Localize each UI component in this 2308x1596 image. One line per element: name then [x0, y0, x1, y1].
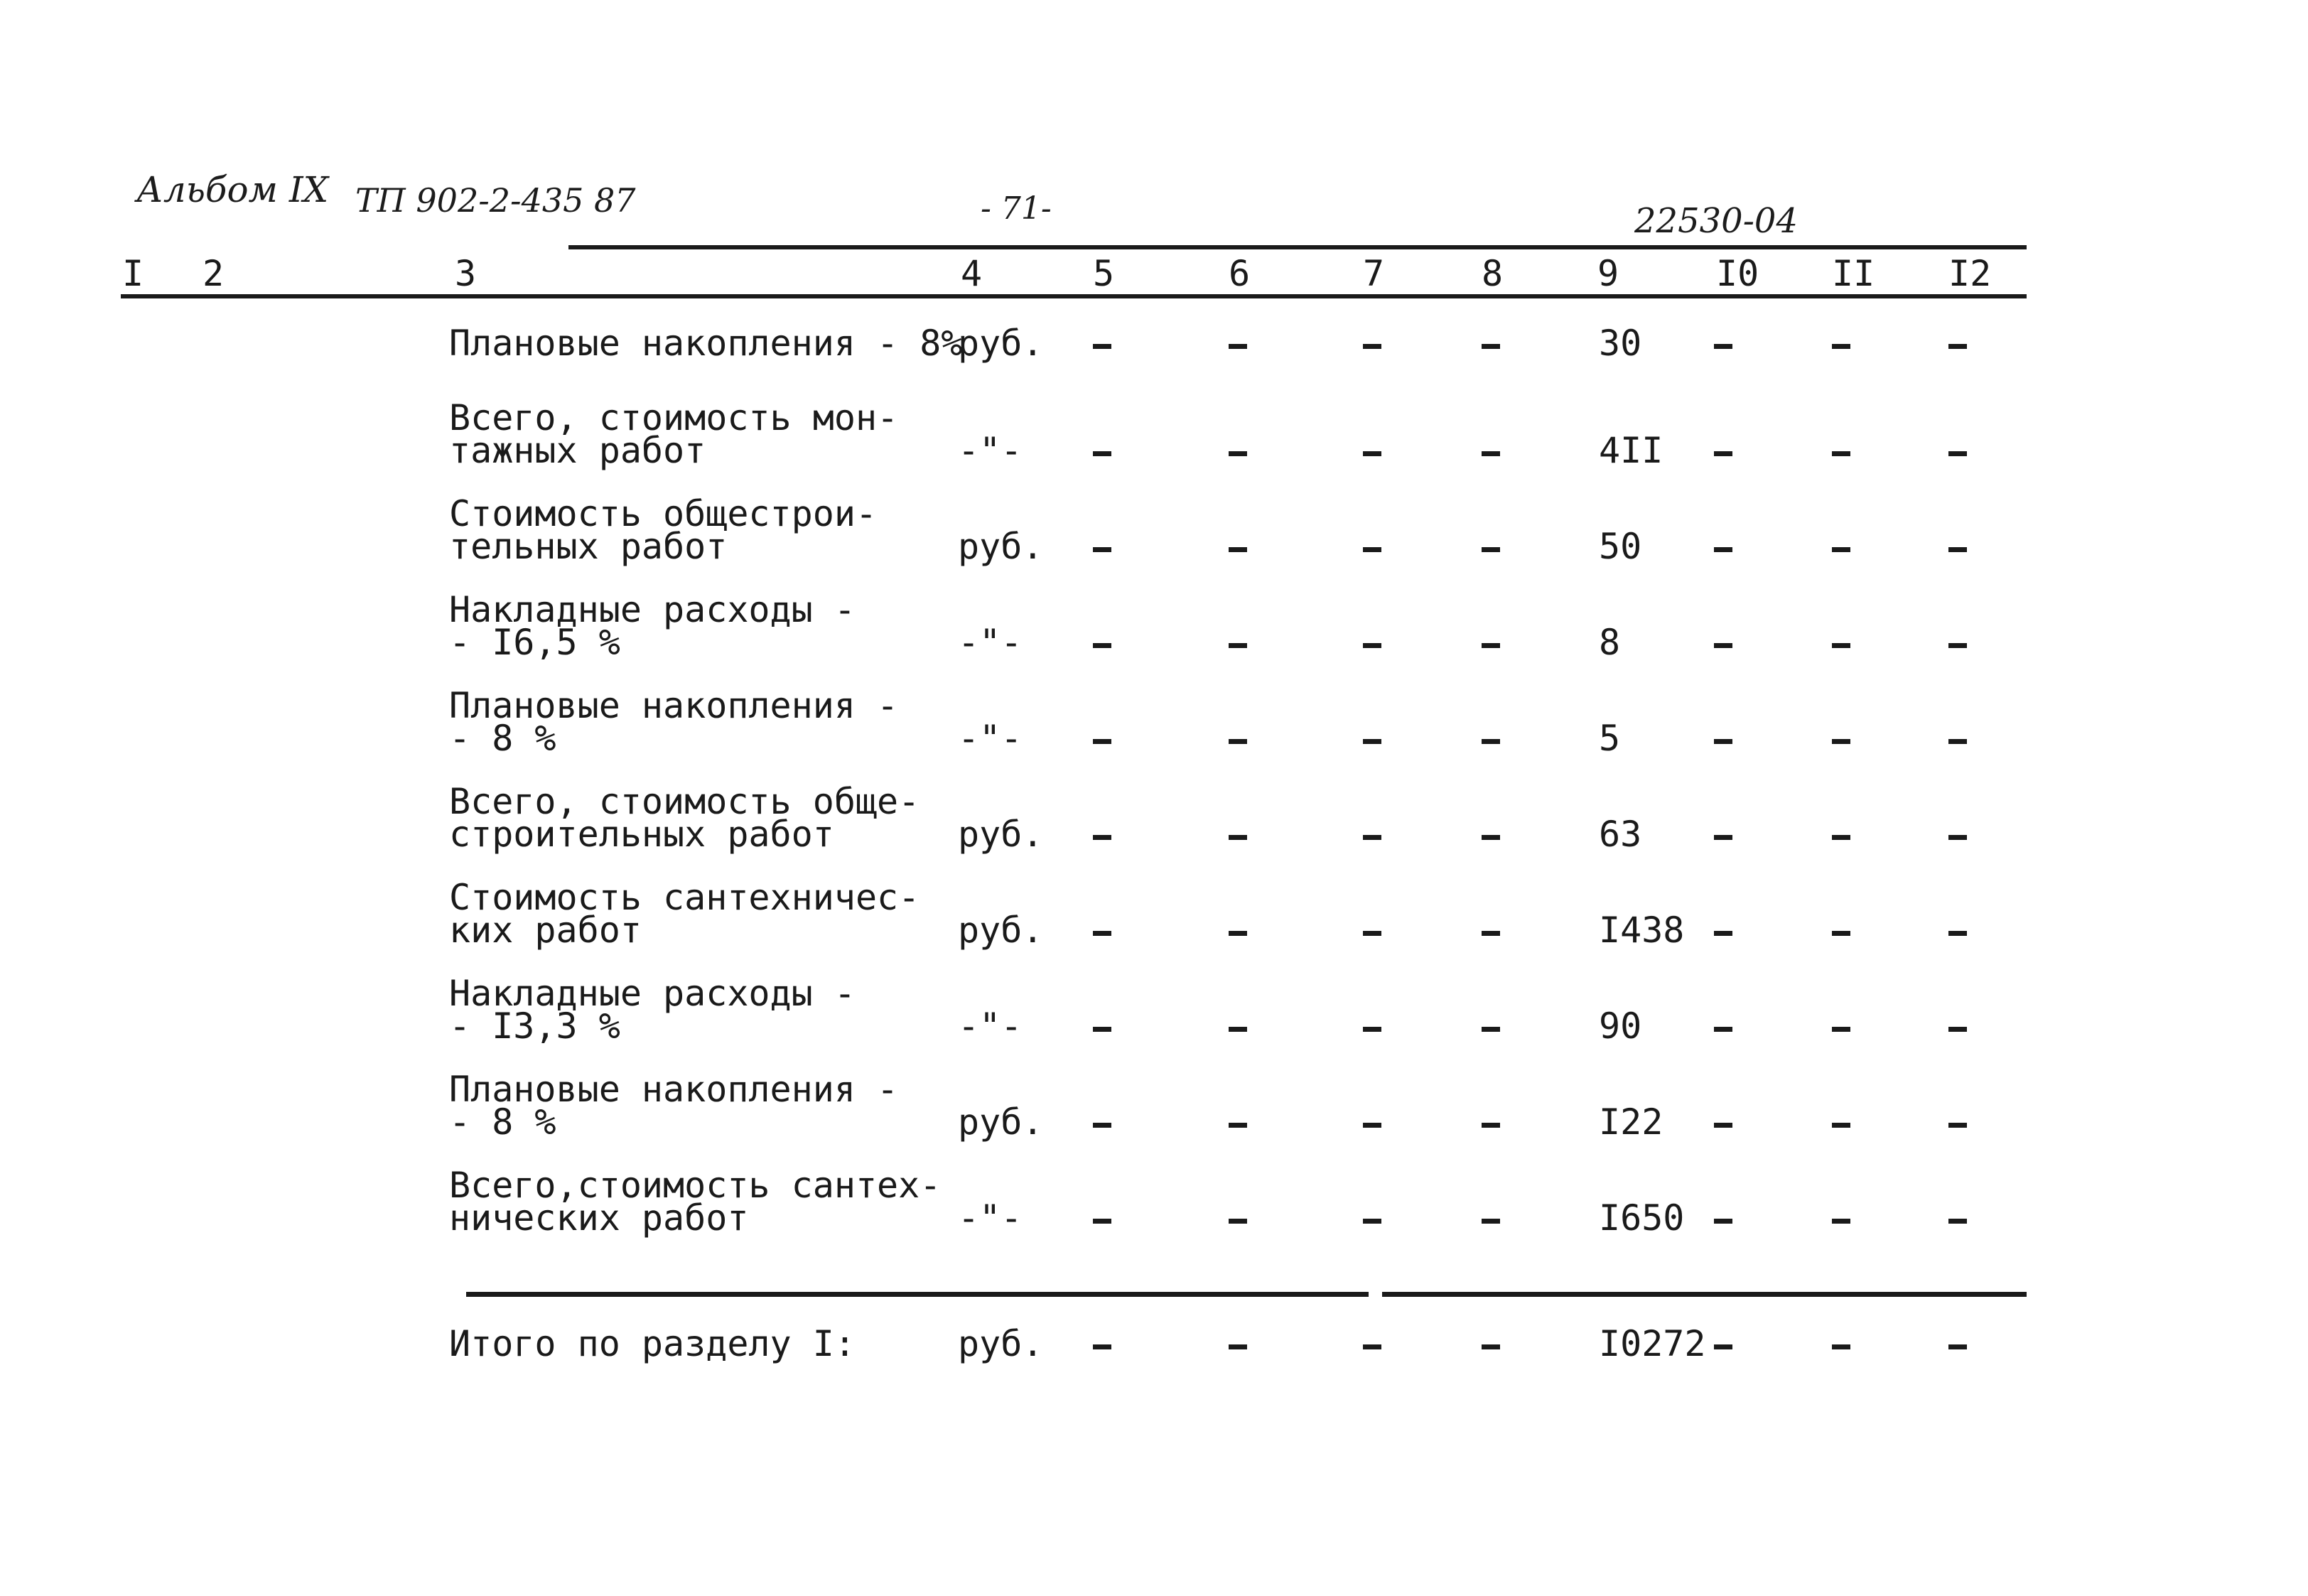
dash-mark — [1948, 739, 1967, 744]
dash-mark — [1948, 643, 1967, 648]
dash-mark — [1093, 643, 1111, 648]
dash-mark — [1832, 547, 1850, 552]
row-value-col9: 50 — [1599, 526, 1642, 567]
row-unit: руб. — [958, 526, 1044, 567]
row-unit: руб. — [958, 814, 1044, 855]
dash-mark — [1093, 1027, 1111, 1032]
dash-mark — [1832, 1219, 1850, 1224]
dash-mark — [1714, 1344, 1732, 1349]
dash-mark — [1482, 739, 1500, 744]
dash-mark — [1229, 344, 1247, 349]
dash-mark — [1714, 451, 1732, 456]
project-number: ТП 902-2-435 87 — [355, 181, 636, 220]
dash-mark — [1948, 1219, 1967, 1224]
dash-mark — [1948, 451, 1967, 456]
total-separator-right — [1382, 1292, 2027, 1297]
dash-mark — [1832, 1344, 1850, 1349]
dash-mark — [1363, 547, 1381, 552]
row-unit: руб. — [958, 910, 1044, 951]
dash-mark — [1093, 1344, 1111, 1349]
row-description: Стоимость сантехничес- ких работ — [449, 877, 920, 951]
column-number: I0 — [1716, 253, 1759, 294]
dash-mark — [1229, 1344, 1247, 1349]
dash-mark — [1229, 1219, 1247, 1224]
dash-mark — [1714, 547, 1732, 552]
dash-mark — [1363, 344, 1381, 349]
row-description: Накладные расходы - - I3,3 % — [449, 973, 856, 1047]
dash-mark — [1363, 1219, 1381, 1224]
row-description: Всего, стоимость обще- строительных работ — [449, 781, 920, 855]
column-number: 4 — [961, 253, 983, 294]
dash-mark — [1832, 1123, 1850, 1128]
row-description: Накладные расходы - - I6,5 % — [449, 589, 856, 663]
dash-mark — [1948, 344, 1967, 349]
dash-mark — [1948, 835, 1967, 840]
dash-mark — [1093, 344, 1111, 349]
row-description: Итого по разделу I: — [449, 1323, 856, 1364]
row-unit: руб. — [958, 323, 1044, 364]
dash-mark — [1229, 451, 1247, 456]
dash-mark — [1482, 547, 1500, 552]
dash-mark — [1482, 931, 1500, 936]
dash-mark — [1363, 835, 1381, 840]
row-unit: -"- — [958, 1197, 1023, 1239]
dash-mark — [1363, 1027, 1381, 1032]
row-value-col9: 8 — [1599, 622, 1621, 663]
column-number: 3 — [455, 253, 477, 294]
dash-mark — [1948, 1344, 1967, 1349]
row-description: Стоимость общестрои- тельных работ — [449, 493, 878, 567]
page-number: - 71- — [981, 190, 1052, 227]
dash-mark — [1714, 643, 1732, 648]
dash-mark — [1093, 931, 1111, 936]
dash-mark — [1482, 344, 1500, 349]
dash-mark — [1229, 643, 1247, 648]
dash-mark — [1714, 739, 1732, 744]
dash-mark — [1832, 931, 1850, 936]
dash-mark — [1229, 1123, 1247, 1128]
dash-mark — [1229, 931, 1247, 936]
dash-mark — [1948, 547, 1967, 552]
dash-mark — [1482, 1344, 1500, 1349]
row-value-col9: I438 — [1599, 910, 1685, 951]
dash-mark — [1714, 344, 1732, 349]
column-number: II — [1832, 253, 1875, 294]
column-number: 8 — [1482, 253, 1504, 294]
dash-mark — [1714, 1219, 1732, 1224]
dash-mark — [1363, 1123, 1381, 1128]
dash-mark — [1093, 1219, 1111, 1224]
column-number: I2 — [1948, 253, 1992, 294]
row-unit: руб. — [958, 1101, 1044, 1143]
dash-mark — [1229, 739, 1247, 744]
document-code: 22530-04 — [1634, 201, 1798, 241]
row-description: Всего, стоимость мон- тажных работ — [449, 397, 899, 471]
album-label: Альбом IX — [136, 169, 329, 210]
column-number: 5 — [1093, 253, 1115, 294]
row-value-col9: 30 — [1599, 323, 1642, 364]
dash-mark — [1832, 344, 1850, 349]
dash-mark — [1832, 1027, 1850, 1032]
dash-mark — [1482, 643, 1500, 648]
dash-mark — [1229, 835, 1247, 840]
dash-mark — [1482, 1027, 1500, 1032]
row-unit: -"- — [958, 430, 1023, 471]
dash-mark — [1229, 547, 1247, 552]
dash-mark — [1093, 739, 1111, 744]
dash-mark — [1714, 835, 1732, 840]
row-unit: -"- — [958, 718, 1023, 759]
row-value-col9: 90 — [1599, 1005, 1642, 1047]
dash-mark — [1093, 835, 1111, 840]
column-number: 7 — [1363, 253, 1385, 294]
row-value-col9: 63 — [1599, 814, 1642, 855]
dash-mark — [1832, 835, 1850, 840]
row-unit: -"- — [958, 1005, 1023, 1047]
row-description: Всего,стоимость сантех- нических работ — [449, 1165, 942, 1239]
row-value-col9: 5 — [1599, 718, 1621, 759]
dash-mark — [1482, 835, 1500, 840]
column-number: 2 — [203, 253, 225, 294]
dash-mark — [1832, 643, 1850, 648]
dash-mark — [1482, 1219, 1500, 1224]
dash-mark — [1093, 1123, 1111, 1128]
dash-mark — [1948, 931, 1967, 936]
dash-mark — [1093, 547, 1111, 552]
row-description: Плановые накопления - - 8 % — [449, 685, 899, 759]
row-value-col9: 4II — [1599, 430, 1663, 471]
row-value-col9: I22 — [1599, 1101, 1663, 1143]
dash-mark — [1229, 1027, 1247, 1032]
dash-mark — [1363, 739, 1381, 744]
row-description: Плановые накопления - - 8 % — [449, 1069, 899, 1143]
dash-mark — [1093, 451, 1111, 456]
dash-mark — [1363, 931, 1381, 936]
row-unit: -"- — [958, 622, 1023, 663]
dash-mark — [1832, 739, 1850, 744]
dash-mark — [1482, 451, 1500, 456]
row-value-col9: I650 — [1599, 1197, 1685, 1239]
dash-mark — [1482, 1123, 1500, 1128]
row-unit: руб. — [958, 1323, 1044, 1364]
dash-mark — [1948, 1123, 1967, 1128]
row-value-col9: I0272 — [1599, 1323, 1706, 1364]
dash-mark — [1832, 451, 1850, 456]
column-number: I — [122, 253, 144, 294]
dash-mark — [1363, 643, 1381, 648]
dash-mark — [1714, 1123, 1732, 1128]
dash-mark — [1363, 1344, 1381, 1349]
dash-mark — [1714, 931, 1732, 936]
header-top-rule — [568, 245, 2027, 249]
dash-mark — [1714, 1027, 1732, 1032]
dash-mark — [1363, 451, 1381, 456]
column-number: 6 — [1229, 253, 1251, 294]
column-number: 9 — [1597, 253, 1619, 294]
dash-mark — [1948, 1027, 1967, 1032]
total-separator-left — [466, 1292, 1369, 1297]
row-description: Плановые накопления - 8% — [449, 323, 963, 364]
